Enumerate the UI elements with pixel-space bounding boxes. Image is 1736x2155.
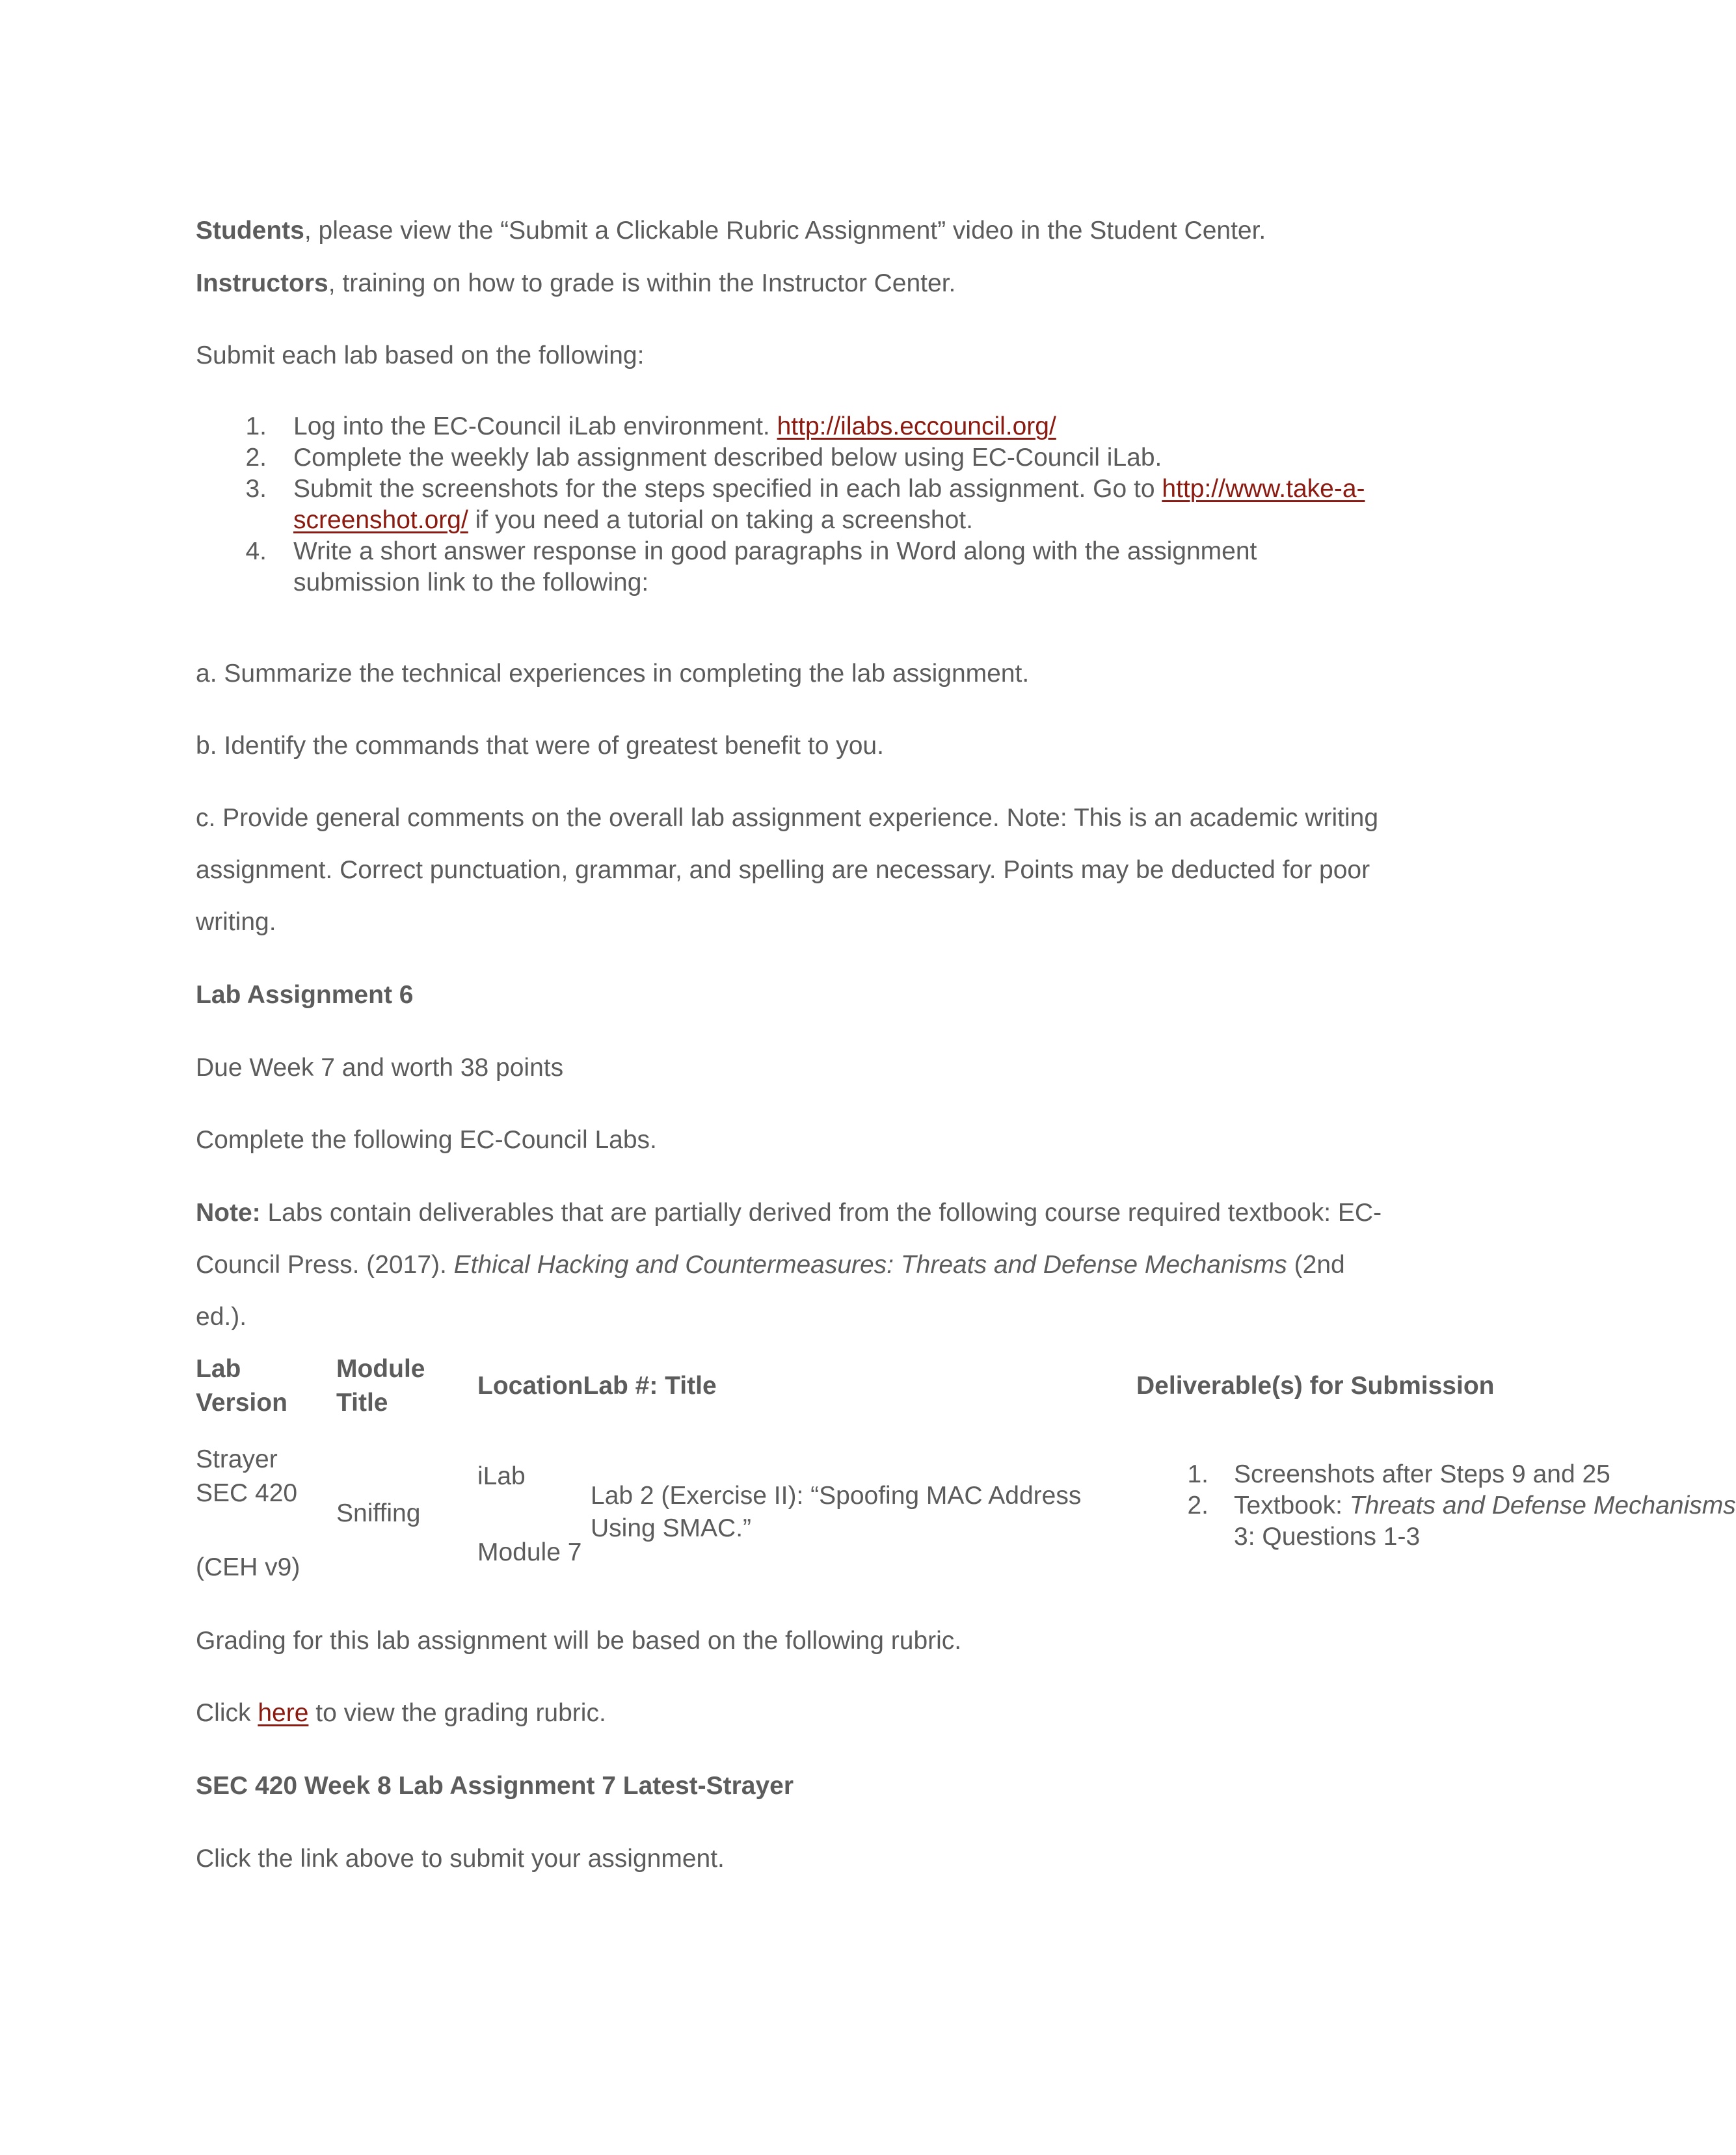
rubric-text-post: to view the grading rubric. <box>308 1699 606 1727</box>
submit-heading: Submit each lab based on the following: <box>196 341 645 369</box>
note-text: Labs contain deliverables that are partially derived from the following course required textbook: EC- <box>260 1199 1382 1227</box>
step-2: Complete the weekly lab assignment described below using EC-Council iLab. <box>293 444 1162 472</box>
module-title-cell: Sniffing <box>336 1499 421 1527</box>
location-cell-2: Module 7 <box>477 1538 582 1566</box>
lab-title-cell: Lab 2 (Exercise II): “Spoofing MAC Address <box>591 1482 1082 1510</box>
lab-version-cell: Strayer <box>196 1445 278 1473</box>
step-3 <box>293 475 1365 503</box>
header-lab-version-2: Version <box>196 1389 287 1417</box>
question-b: b. Identify the commands that were of greatest benefit to you. <box>196 732 884 760</box>
deliverable-1: Screenshots after Steps 9 and 25 <box>1234 1460 1610 1488</box>
step-number: 4. <box>245 537 267 565</box>
note-line1 <box>196 1199 1382 1227</box>
rubric-link[interactable]: here <box>258 1699 309 1727</box>
step-1 <box>293 412 1056 441</box>
location-cell: iLab <box>477 1462 526 1490</box>
step-number: 2. <box>245 444 267 472</box>
deliverable-2 <box>1234 1492 1736 1520</box>
step-text: Submit the screenshots for the steps specified in each lab assignment. Go to <box>293 475 1162 503</box>
instructors-line <box>196 269 955 298</box>
lab-version-cell-3: (CEH v9) <box>196 1553 300 1581</box>
note-publisher: Council Press. (2017). <box>196 1251 454 1279</box>
lab-title-cell-2: Using SMAC.” <box>591 1514 752 1542</box>
students-label: Students <box>196 217 304 245</box>
header-deliverables: Deliverable(s) for Submission <box>1136 1372 1495 1400</box>
question-a: a. Summarize the technical experiences in completing the lab assignment. <box>196 660 1030 688</box>
question-c-line3: writing. <box>196 908 276 936</box>
question-c-line2: assignment. Correct punctuation, grammar, and spelling are necessary. Points may be deducted for poor <box>196 856 1370 884</box>
note-book-title: Ethical Hacking and Countermeasures: Threats and Defense Mechanisms <box>453 1251 1287 1279</box>
step-4: Write a short answer response in good paragraphs in Word along with the assignment <box>293 537 1257 565</box>
note-line2 <box>196 1251 1345 1279</box>
lab-title: Lab Assignment 6 <box>196 981 414 1009</box>
ilabs-link[interactable]: http://ilabs.eccouncil.org/ <box>777 412 1056 440</box>
submit-note: Click the link above to submit your assignment. <box>196 1845 725 1873</box>
rubric-text-pre: Click <box>196 1699 258 1727</box>
lab-version-cell-2: SEC 420 <box>196 1479 298 1507</box>
deliverable-2-continued: 3: Questions 1-3 <box>1234 1523 1421 1551</box>
note-label: Note: <box>196 1199 261 1227</box>
step-text: if you need a tutorial on taking a screenshot. <box>468 506 973 534</box>
header-module-title: Module <box>336 1355 425 1383</box>
take-a-screenshot-link[interactable]: http://www.take-a- <box>1162 475 1365 503</box>
step-4-continued: submission link to the following: <box>293 569 649 596</box>
lab-complete: Complete the following EC-Council Labs. <box>196 1126 657 1154</box>
header-lab-version: Lab <box>196 1355 241 1383</box>
take-a-screenshot-link-continued[interactable]: screenshot.org/ <box>293 506 468 534</box>
header-location-lab: LocationLab #: Title <box>477 1372 717 1400</box>
lab-due: Due Week 7 and worth 38 points <box>196 1054 564 1082</box>
assignment-link-title: SEC 420 Week 8 Lab Assignment 7 Latest-Strayer <box>196 1772 794 1800</box>
note-edition: (2nd <box>1287 1251 1345 1279</box>
note-line3: ed.). <box>196 1303 247 1331</box>
step-number: 1. <box>245 412 267 440</box>
step-number: 3. <box>245 475 267 503</box>
rubric-line <box>196 1699 606 1728</box>
deliverable-number: 1. <box>1187 1460 1209 1488</box>
deliverable-number: 2. <box>1187 1492 1209 1519</box>
deliverable-text: Textbook: <box>1234 1492 1350 1519</box>
step-3-continued <box>293 506 973 535</box>
grading-text: Grading for this lab assignment will be based on the following rubric. <box>196 1627 962 1655</box>
students-line <box>196 217 1266 245</box>
instructors-text: , training on how to grade is within the Instructor Center. <box>328 269 956 297</box>
instructors-label: Instructors <box>196 269 328 297</box>
header-module-title-2: Title <box>336 1389 388 1417</box>
question-c-line1: c. Provide general comments on the overall lab assignment experience. Note: This is an academic writing <box>196 804 1379 832</box>
deliverable-book: Threats and Defense Mechanisms <box>1349 1492 1736 1519</box>
step-text: Log into the EC-Council iLab environment. <box>293 412 777 440</box>
students-text: , please view the “Submit a Clickable Rubric Assignment” video in the Student Center. <box>304 217 1266 245</box>
